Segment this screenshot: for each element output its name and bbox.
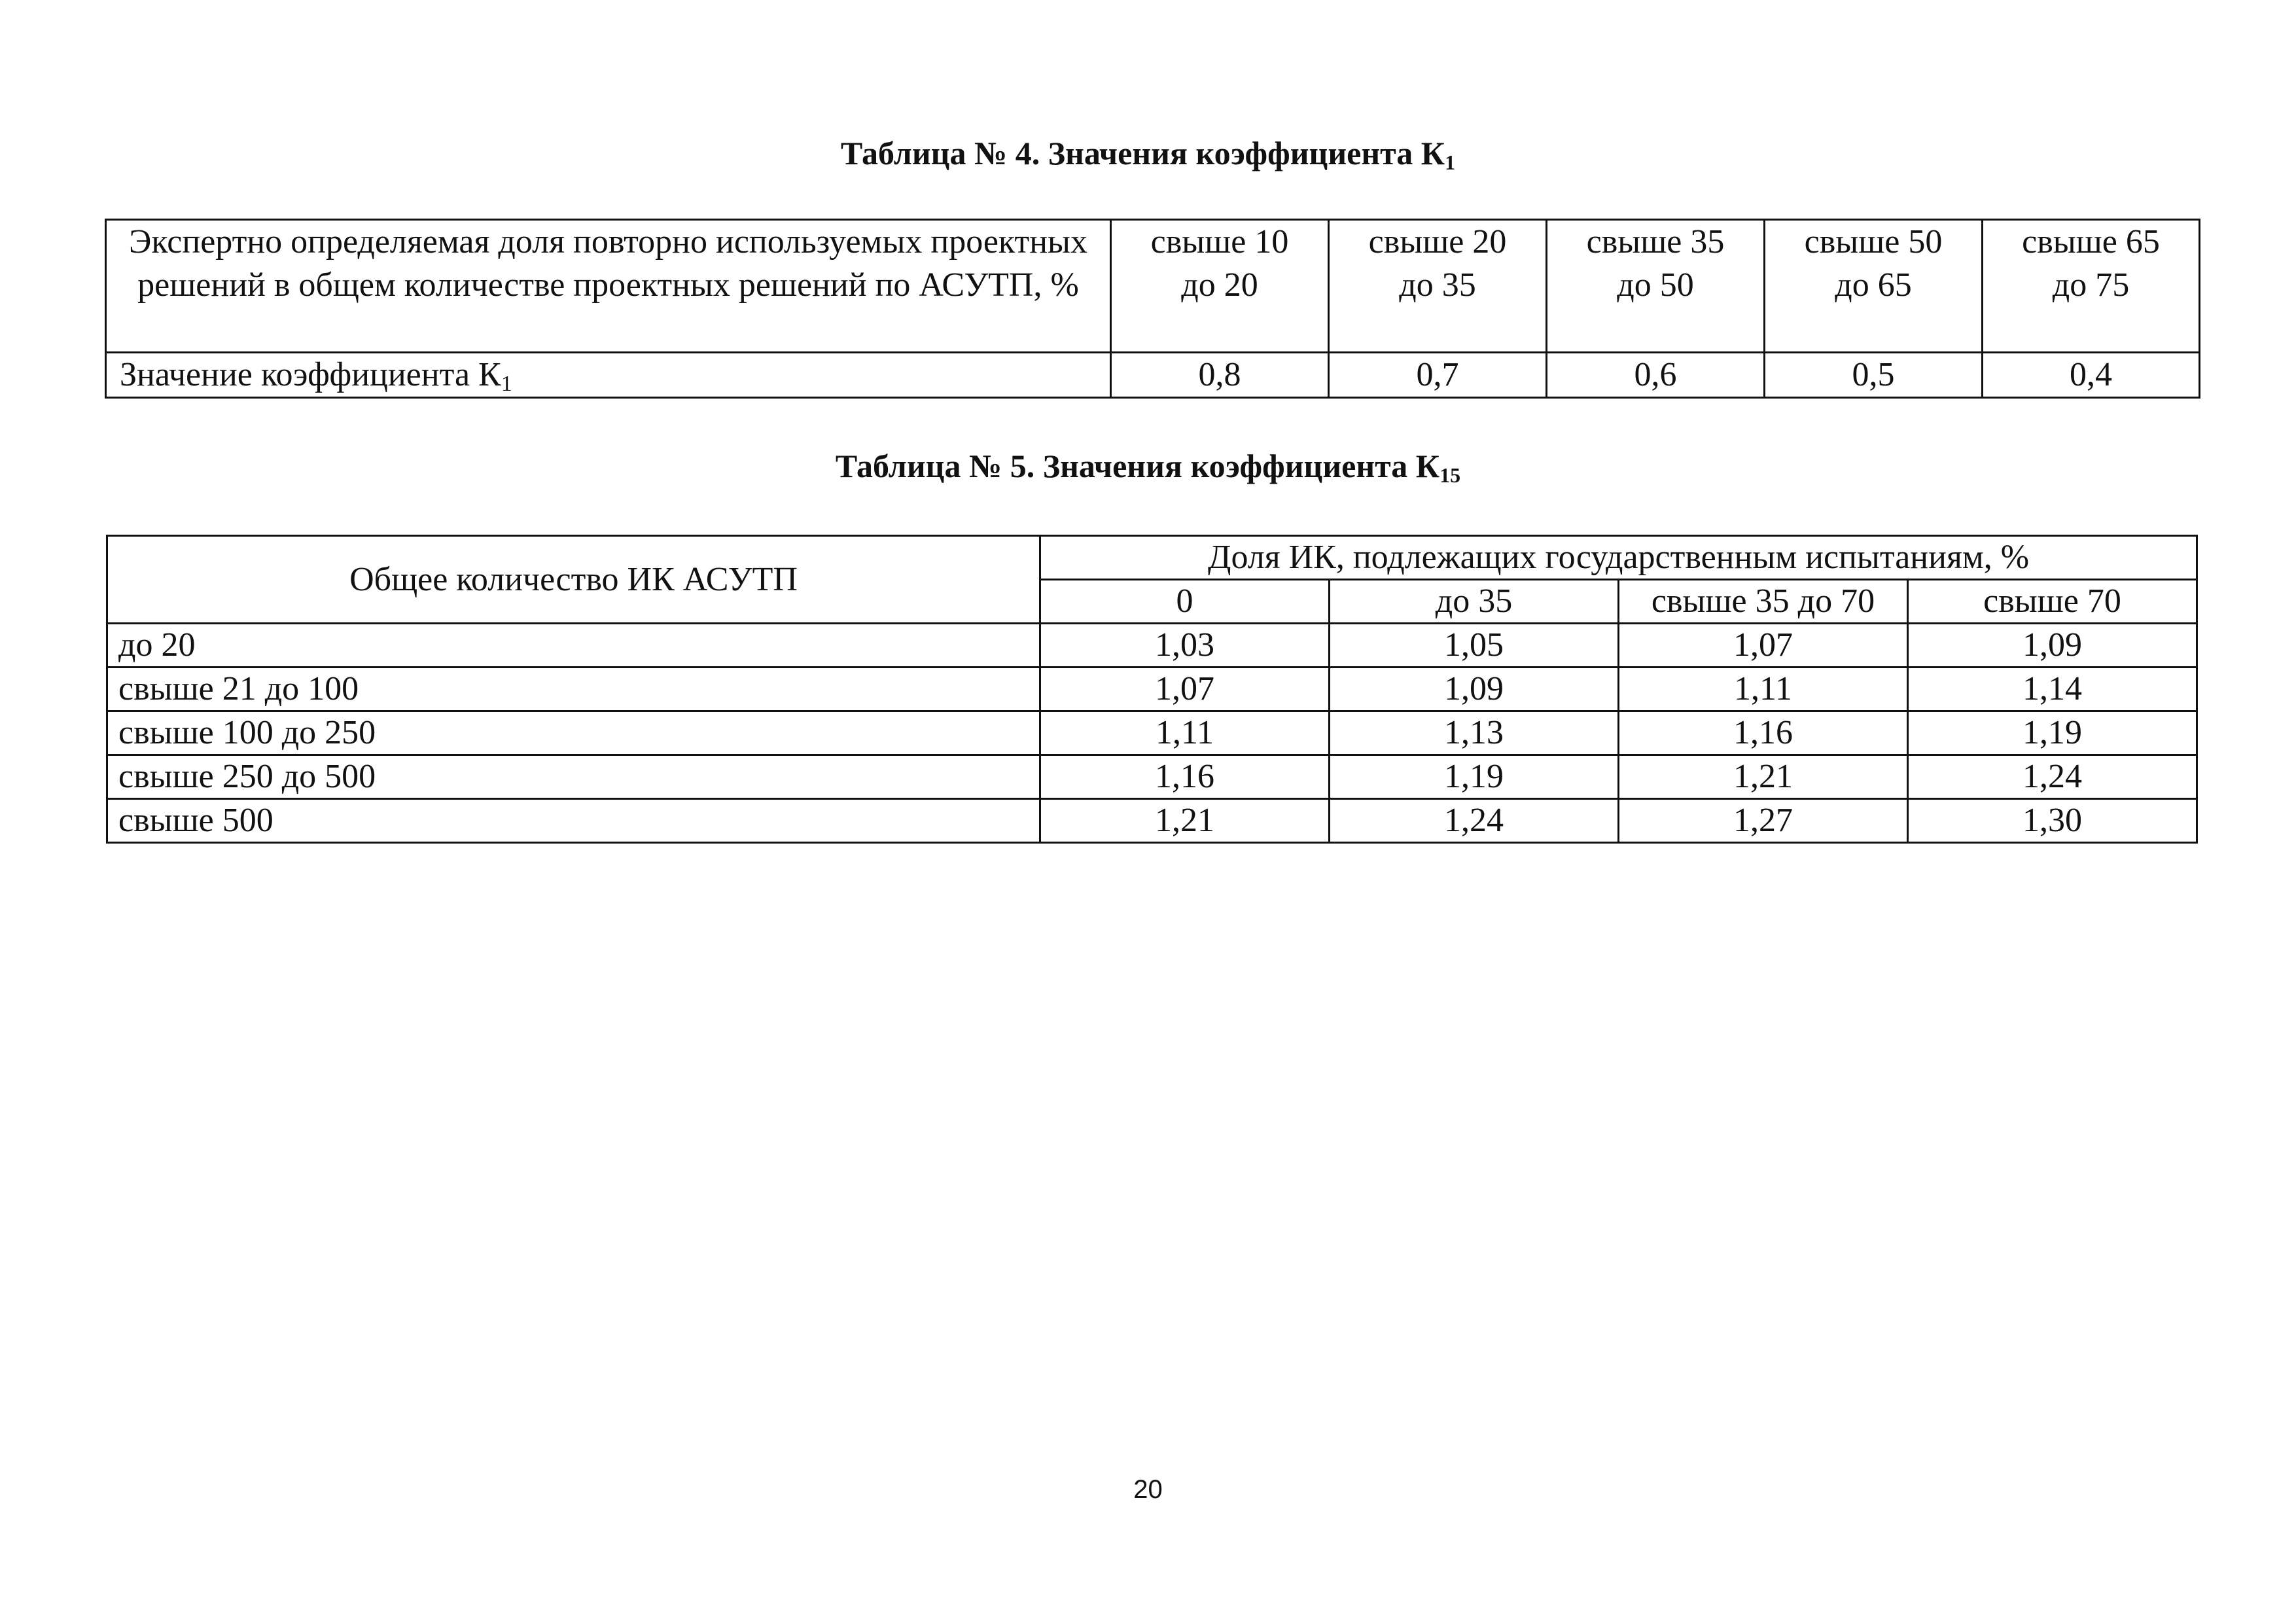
table5-row-label: свыше 500	[107, 799, 1040, 843]
page-number: 20	[1133, 1475, 1163, 1504]
range-from: свыше 35	[1586, 223, 1725, 260]
range-to: до 20	[1181, 266, 1258, 304]
range-to: до 75	[2052, 266, 2130, 304]
table4-range-cell	[1983, 220, 2200, 353]
table5-row-label: до 20	[107, 624, 1040, 668]
table4-value-cell: 0,7	[1329, 353, 1547, 398]
table4-value-row	[106, 353, 2200, 398]
table5-title	[0, 446, 2296, 486]
table5-cell: 1,19	[1908, 711, 2197, 755]
table5-column-header: свыше 70	[1908, 580, 2197, 624]
table4-value-label	[106, 353, 1111, 398]
table4-value-cell: 0,5	[1765, 353, 1983, 398]
table4-value-cell: 0,4	[1983, 353, 2200, 398]
table5-row-label: свыше 250 до 500	[107, 755, 1040, 799]
table-row	[107, 755, 2197, 799]
table5-title-subscript: 15	[1439, 463, 1461, 487]
table5-cell: 1,16	[1619, 711, 1908, 755]
range-from: свыше 50	[1804, 223, 1943, 260]
table4-title-text: Таблица № 4. Значения коэффициента К	[840, 135, 1445, 171]
table5-cell: 1,30	[1908, 799, 2197, 843]
table5-cell: 1,09	[1330, 668, 1619, 711]
table5-cell: 1,07	[1619, 624, 1908, 668]
value-label-subscript: 1	[501, 372, 512, 396]
table5-cell: 1,16	[1040, 755, 1330, 799]
table5-cell: 1,24	[1908, 755, 2197, 799]
table5-group-header-row	[107, 536, 2197, 580]
table5-column-header: 0	[1040, 580, 1330, 624]
table5	[106, 535, 2198, 844]
table4-title-subscript: 1	[1445, 151, 1456, 174]
value-label-text: Значение коэффициента К	[120, 356, 501, 393]
table5-cell: 1,03	[1040, 624, 1330, 668]
range-to: до 65	[1835, 266, 1912, 304]
table5-row-label: свыше 21 до 100	[107, 668, 1040, 711]
table5-column-header: до 35	[1330, 580, 1619, 624]
table4-value-cell: 0,8	[1111, 353, 1329, 398]
table5-cell: 1,24	[1330, 799, 1619, 843]
table5-cell: 1,11	[1619, 668, 1908, 711]
range-to: до 50	[1617, 266, 1694, 304]
table5-cell: 1,09	[1908, 624, 2197, 668]
table4-header-label: Экспертно определяемая доля повторно используемых проектных решений в общем количестве проектных решений по АСУТП, %	[106, 220, 1111, 353]
table4	[105, 219, 2200, 399]
table5-cell: 1,14	[1908, 668, 2197, 711]
table5-cell: 1,07	[1040, 668, 1330, 711]
table4-range-cell	[1111, 220, 1329, 353]
table4-range-cell	[1547, 220, 1765, 353]
table4-header-row	[106, 220, 2200, 353]
table5-cell: 1,13	[1330, 711, 1619, 755]
table5-cell: 1,21	[1619, 755, 1908, 799]
table5-group-header: Доля ИК, подлежащих государственным испытаниям, %	[1040, 536, 2197, 580]
table-row	[107, 711, 2197, 755]
range-from: свыше 65	[2022, 223, 2160, 260]
table5-cell: 1,05	[1330, 624, 1619, 668]
table5-cell: 1,11	[1040, 711, 1330, 755]
table5-title-text: Таблица № 5. Значения коэффициента К	[835, 448, 1440, 484]
table4-value-cell: 0,6	[1547, 353, 1765, 398]
table5-cell: 1,21	[1040, 799, 1330, 843]
table5-cell: 1,19	[1330, 755, 1619, 799]
range-from: свыше 10	[1150, 223, 1289, 260]
table5-row-label: свыше 100 до 250	[107, 711, 1040, 755]
table4-range-cell	[1765, 220, 1983, 353]
table-row	[107, 799, 2197, 843]
table5-column-header: свыше 35 до 70	[1619, 580, 1908, 624]
table4-title	[0, 134, 2296, 173]
table-row	[107, 668, 2197, 711]
table4-range-cell	[1329, 220, 1547, 353]
table5-cell: 1,27	[1619, 799, 1908, 843]
table5-corner-label: Общее количество ИК АСУТП	[107, 536, 1040, 624]
range-from: свыше 20	[1368, 223, 1507, 260]
range-to: до 35	[1399, 266, 1476, 304]
table-row	[107, 624, 2197, 668]
